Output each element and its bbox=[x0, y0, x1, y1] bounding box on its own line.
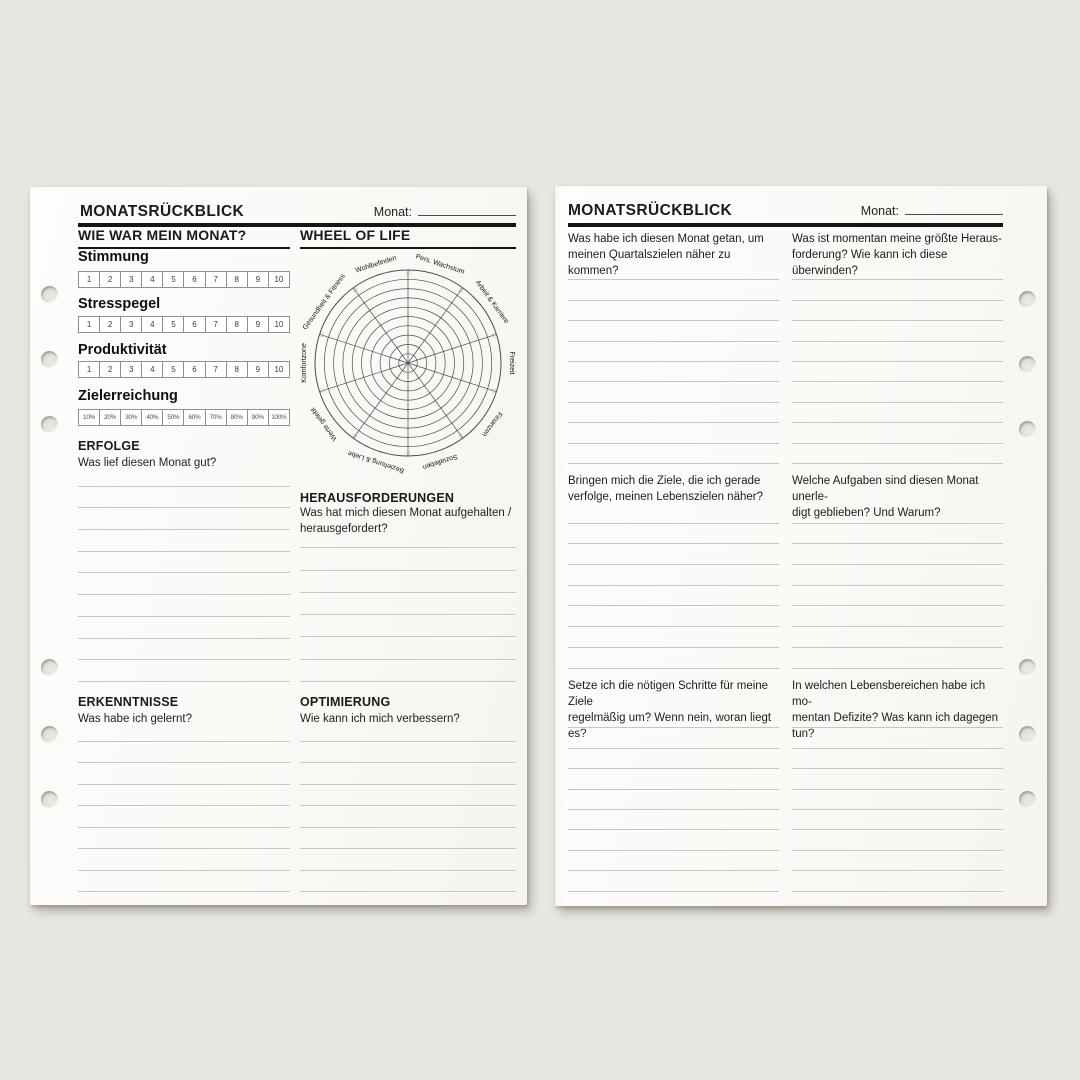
answer-line[interactable] bbox=[792, 830, 1003, 850]
answer-line[interactable] bbox=[78, 763, 290, 785]
wheel-ring-number: 5 bbox=[406, 409, 410, 415]
answer-line[interactable] bbox=[792, 260, 1003, 280]
question-line: Was habe ich diesen Monat getan, um bbox=[568, 233, 764, 245]
answer-line[interactable] bbox=[78, 806, 290, 828]
question-3-answer-lines bbox=[568, 503, 779, 669]
scale-cell[interactable]: 6 bbox=[183, 317, 204, 332]
answer-line[interactable] bbox=[792, 810, 1003, 830]
answer-line[interactable] bbox=[300, 806, 516, 828]
question-line: In welchen Lebensbereichen habe ich mo- bbox=[792, 680, 986, 708]
scale-cell[interactable]: 10 bbox=[268, 272, 289, 287]
left-page-header bbox=[80, 203, 516, 220]
scale-cell[interactable]: 2 bbox=[99, 362, 120, 377]
question-5-answer-lines bbox=[568, 708, 779, 892]
wheel-ring-number: 10 bbox=[405, 270, 411, 276]
wheel-category-label: Arbeit & Karriere bbox=[473, 279, 510, 326]
answer-line[interactable] bbox=[78, 552, 290, 574]
wheel-category-label: Pers. Wachstum bbox=[414, 253, 466, 276]
answer-line[interactable] bbox=[568, 830, 779, 850]
month-field bbox=[861, 202, 1003, 218]
answer-line[interactable] bbox=[792, 606, 1003, 627]
scale-cell[interactable]: 6 bbox=[183, 272, 204, 287]
binder-hole bbox=[1019, 726, 1036, 743]
answer-line[interactable] bbox=[300, 571, 516, 593]
scale-cell[interactable]: 3 bbox=[120, 317, 141, 332]
scale-cell[interactable]: 4 bbox=[141, 317, 162, 332]
question-line: meinen Quartalszielen näher zu kommen? bbox=[568, 249, 731, 277]
answer-line[interactable] bbox=[792, 627, 1003, 648]
scale-cell[interactable]: 60% bbox=[183, 410, 204, 425]
answer-line[interactable] bbox=[792, 648, 1003, 669]
answer-line[interactable] bbox=[300, 615, 516, 637]
left-page bbox=[30, 187, 527, 905]
scale-cell[interactable]: 8 bbox=[226, 317, 247, 332]
scale-cell[interactable]: 40% bbox=[141, 410, 162, 425]
answer-line[interactable] bbox=[568, 810, 779, 830]
scale-cell[interactable]: 10% bbox=[83, 414, 96, 421]
question-line: Was ist momentan meine größte Heraus- bbox=[792, 233, 1002, 245]
answer-line[interactable] bbox=[792, 382, 1003, 402]
answer-line[interactable] bbox=[300, 548, 516, 570]
column-heading-how-was-my-month: WIE WAR MEIN MONAT? bbox=[78, 228, 290, 249]
answer-line[interactable] bbox=[792, 503, 1003, 524]
question-line: digt geblieben? Und Warum? bbox=[792, 507, 941, 519]
question-3 bbox=[568, 473, 779, 505]
scale-cell[interactable]: 2 bbox=[99, 272, 120, 287]
answer-line[interactable] bbox=[792, 728, 1003, 748]
answer-line[interactable] bbox=[568, 627, 779, 648]
binder-hole bbox=[1019, 291, 1036, 308]
scale-cell[interactable]: 50% bbox=[162, 410, 183, 425]
section-subtitle-erkenntnisse: Was habe ich gelernt? bbox=[78, 713, 193, 725]
answer-line[interactable] bbox=[792, 749, 1003, 769]
answer-line[interactable] bbox=[568, 260, 779, 280]
answer-line[interactable] bbox=[568, 790, 779, 810]
answer-line[interactable] bbox=[78, 573, 290, 595]
answer-line[interactable] bbox=[792, 851, 1003, 871]
scale-cell[interactable]: 30% bbox=[120, 410, 141, 425]
answer-line[interactable] bbox=[78, 785, 290, 807]
scale-cell[interactable]: 5 bbox=[162, 272, 183, 287]
month-field bbox=[374, 203, 516, 219]
answer-line[interactable] bbox=[568, 708, 779, 728]
scale-cell[interactable]: 7 bbox=[205, 362, 226, 377]
erfolge-answer-lines bbox=[78, 465, 290, 682]
month-label: Monat: bbox=[860, 204, 899, 218]
answer-line[interactable] bbox=[792, 524, 1003, 545]
answer-line[interactable] bbox=[568, 382, 779, 402]
scale-cell[interactable]: 9 bbox=[247, 272, 268, 287]
scale-cell[interactable]: 100% bbox=[268, 410, 289, 425]
answer-line[interactable] bbox=[300, 720, 516, 742]
wheel-ring-number: 10 bbox=[490, 332, 497, 339]
answer-line[interactable] bbox=[300, 785, 516, 807]
scale-cell[interactable]: 7 bbox=[205, 317, 226, 332]
wheel-of-life-chart bbox=[300, 251, 516, 475]
answer-line[interactable] bbox=[568, 728, 779, 748]
scale-label-zielerreichung: Zielerreichung bbox=[78, 388, 178, 404]
answer-line[interactable] bbox=[78, 871, 290, 893]
question-line: Setze ich die nötigen Schritte für meine Ziele bbox=[568, 680, 769, 708]
scale-cell[interactable]: 10 bbox=[268, 317, 289, 332]
scale-label-stimmung: Stimmung bbox=[78, 249, 149, 265]
section-heading-herausforderungen: HERAUSFORDERUNGEN bbox=[300, 491, 455, 505]
wheel-category-label: Sozialleben bbox=[421, 452, 459, 471]
wheel-ring-number: 5 bbox=[376, 399, 382, 406]
answer-line[interactable] bbox=[792, 444, 1003, 464]
wheel-ring-number: 10 bbox=[351, 286, 359, 294]
answer-line[interactable] bbox=[568, 321, 779, 341]
question-6-answer-lines bbox=[792, 708, 1003, 892]
answer-line[interactable] bbox=[568, 403, 779, 423]
answer-line[interactable] bbox=[568, 524, 779, 545]
answer-line[interactable] bbox=[568, 648, 779, 669]
subtitle-line: herausgefordert? bbox=[300, 523, 388, 535]
scale-cell[interactable]: 9 bbox=[247, 317, 268, 332]
scale-stresspegel bbox=[78, 316, 290, 333]
wheel-ring-number: 5 bbox=[406, 311, 410, 317]
question-4-answer-lines bbox=[792, 503, 1003, 669]
answer-line[interactable] bbox=[300, 526, 516, 548]
answer-line[interactable] bbox=[568, 280, 779, 300]
answer-line[interactable] bbox=[568, 871, 779, 891]
wheel-ring-number: 10 bbox=[457, 286, 465, 294]
answer-line[interactable] bbox=[300, 660, 516, 682]
optimierung-answer-lines bbox=[300, 720, 516, 892]
scale-cell[interactable]: 8 bbox=[226, 272, 247, 287]
wheel-ring-number: 5 bbox=[358, 376, 365, 381]
answer-line[interactable] bbox=[78, 487, 290, 509]
binder-hole bbox=[1019, 421, 1036, 438]
binder-hole bbox=[1019, 791, 1036, 808]
answer-line[interactable] bbox=[78, 530, 290, 552]
scale-cell[interactable]: 5 bbox=[162, 317, 183, 332]
scale-cell[interactable]: 90% bbox=[247, 410, 268, 425]
answer-line[interactable] bbox=[78, 720, 290, 742]
answer-line[interactable] bbox=[792, 790, 1003, 810]
scale-label-stresspegel: Stresspegel bbox=[78, 296, 161, 312]
section-heading-erfolge: ERFOLGE bbox=[78, 439, 140, 453]
answer-line[interactable] bbox=[792, 586, 1003, 607]
answer-line[interactable] bbox=[792, 544, 1003, 565]
question-line: Welche Aufgaben sind diesen Monat unerle- bbox=[792, 475, 979, 503]
erkenntnisse-answer-lines bbox=[78, 720, 290, 892]
wheel-ring-number: 10 bbox=[319, 387, 326, 394]
month-input-line[interactable] bbox=[418, 203, 516, 216]
scale-cell[interactable]: 1 bbox=[86, 320, 92, 329]
answer-line[interactable] bbox=[568, 342, 779, 362]
answer-line[interactable] bbox=[300, 593, 516, 615]
answer-line[interactable] bbox=[568, 423, 779, 443]
wheel-ring-number: 5 bbox=[376, 320, 382, 327]
binder-hole bbox=[41, 791, 58, 808]
answer-line[interactable] bbox=[568, 362, 779, 382]
answer-line[interactable] bbox=[792, 565, 1003, 586]
question-line: regelmäßig um? Wenn nein, woran liegt es? bbox=[568, 712, 772, 740]
scale-cell[interactable]: 6 bbox=[183, 362, 204, 377]
question-2-answer-lines bbox=[792, 260, 1003, 464]
scale-produktivitaet bbox=[78, 361, 290, 378]
right-page-header bbox=[568, 202, 1003, 219]
wheel-ring-number: 10 bbox=[490, 387, 497, 394]
answer-line[interactable] bbox=[78, 742, 290, 764]
answer-line[interactable] bbox=[568, 565, 779, 586]
scale-cell[interactable]: 1 bbox=[86, 275, 92, 284]
wheel-ring-number: 10 bbox=[319, 332, 326, 339]
page-title: MONATSRÜCKBLICK bbox=[80, 203, 245, 220]
wheel-ring-number: 5 bbox=[434, 320, 440, 327]
header-rule bbox=[568, 223, 1003, 227]
wheel-category-label: Wohlbefinden bbox=[354, 254, 398, 275]
header-rule bbox=[78, 223, 516, 227]
wheel-ring-number: 5 bbox=[451, 345, 458, 350]
wheel-ring-number: 5 bbox=[451, 376, 458, 381]
wheel-category-label: Finanzen bbox=[480, 410, 504, 438]
answer-line[interactable] bbox=[568, 544, 779, 565]
scale-cell[interactable]: 5 bbox=[162, 362, 183, 377]
answer-line[interactable] bbox=[568, 749, 779, 769]
scale-cell[interactable]: 1 bbox=[86, 365, 92, 374]
binder-hole bbox=[1019, 356, 1036, 373]
scale-stimmung bbox=[78, 271, 290, 288]
question-line: mentan Defizite? Was kann ich dagegen tun? bbox=[792, 712, 999, 740]
answer-line[interactable] bbox=[568, 503, 779, 524]
answer-line[interactable] bbox=[568, 301, 779, 321]
right-page bbox=[555, 186, 1047, 906]
scale-cell[interactable]: 80% bbox=[226, 410, 247, 425]
section-heading-erkenntnisse: ERKENNTNISSE bbox=[78, 695, 179, 709]
answer-line[interactable] bbox=[300, 828, 516, 850]
answer-line[interactable] bbox=[792, 321, 1003, 341]
scale-cell[interactable]: 3 bbox=[120, 362, 141, 377]
answer-line[interactable] bbox=[792, 769, 1003, 789]
binder-hole bbox=[41, 286, 58, 303]
scale-label-produktivitaet: Produktivität bbox=[78, 342, 167, 358]
section-heading-optimierung: OPTIMIERUNG bbox=[300, 695, 391, 709]
month-label: Monat: bbox=[373, 205, 412, 219]
binder-hole bbox=[41, 659, 58, 676]
section-subtitle-optimierung: Wie kann ich mich verbessern? bbox=[300, 713, 460, 725]
question-line: verfolge, meinen Lebenszielen näher? bbox=[568, 491, 763, 503]
question-line: Bringen mich die Ziele, die ich gerade bbox=[568, 475, 761, 487]
answer-line[interactable] bbox=[78, 508, 290, 530]
answer-line[interactable] bbox=[792, 871, 1003, 891]
answer-line[interactable] bbox=[78, 617, 290, 639]
answer-line[interactable] bbox=[792, 708, 1003, 728]
question-line: forderung? Wie kann ich diese überwinden? bbox=[792, 249, 948, 277]
answer-line[interactable] bbox=[78, 639, 290, 661]
answer-line[interactable] bbox=[568, 444, 779, 464]
answer-line[interactable] bbox=[792, 342, 1003, 362]
month-input-line[interactable] bbox=[905, 202, 1003, 215]
answer-line[interactable] bbox=[792, 403, 1003, 423]
answer-line[interactable] bbox=[300, 849, 516, 871]
answer-line[interactable] bbox=[78, 595, 290, 617]
answer-line[interactable] bbox=[300, 637, 516, 659]
column-heading-wheel-of-life: WHEEL OF LIFE bbox=[300, 228, 516, 249]
question-1-answer-lines bbox=[568, 260, 779, 464]
wheel-ring-number: 10 bbox=[405, 450, 411, 456]
answer-line[interactable] bbox=[792, 362, 1003, 382]
scale-cell[interactable]: 70% bbox=[205, 410, 226, 425]
answer-line[interactable] bbox=[300, 742, 516, 764]
herausforderungen-answer-lines bbox=[300, 526, 516, 682]
scale-cell[interactable]: 9 bbox=[247, 362, 268, 377]
answer-line[interactable] bbox=[568, 769, 779, 789]
binder-hole bbox=[41, 351, 58, 368]
binder-hole bbox=[41, 416, 58, 433]
wheel-category-label: Werte gelebt bbox=[309, 405, 339, 442]
scale-cell[interactable]: 8 bbox=[226, 362, 247, 377]
wheel-ring-number: 5 bbox=[358, 345, 365, 350]
subtitle-line: Was hat mich diesen Monat aufgehalten / bbox=[300, 507, 512, 519]
scale-zielerreichung bbox=[78, 409, 290, 426]
wheel-category-label: Beziehung & Liebe bbox=[347, 449, 406, 474]
answer-line[interactable] bbox=[568, 851, 779, 871]
scale-cell[interactable]: 3 bbox=[120, 272, 141, 287]
wheel-ring-number: 10 bbox=[351, 432, 359, 440]
wheel-category-label: Komfortzone bbox=[301, 343, 308, 383]
answer-line[interactable] bbox=[300, 871, 516, 893]
scale-cell[interactable]: 20% bbox=[99, 410, 120, 425]
answer-line[interactable] bbox=[300, 763, 516, 785]
answer-line[interactable] bbox=[78, 465, 290, 487]
wheel-ring-number: 5 bbox=[434, 399, 440, 406]
answer-line[interactable] bbox=[792, 423, 1003, 443]
binder-hole bbox=[41, 726, 58, 743]
scale-cell[interactable]: 4 bbox=[141, 362, 162, 377]
binder-hole bbox=[1019, 659, 1036, 676]
scale-cell[interactable]: 10 bbox=[268, 362, 289, 377]
answer-line[interactable] bbox=[568, 586, 779, 607]
answer-line[interactable] bbox=[792, 280, 1003, 300]
wheel-ring-number: 10 bbox=[457, 432, 465, 440]
answer-line[interactable] bbox=[568, 606, 779, 627]
page-title: MONATSRÜCKBLICK bbox=[568, 202, 733, 219]
wheel-category-label: Freizeit bbox=[508, 351, 515, 375]
scale-cell[interactable]: 7 bbox=[205, 272, 226, 287]
answer-line[interactable] bbox=[792, 301, 1003, 321]
section-subtitle-erfolge: Was lief diesen Monat gut? bbox=[78, 457, 217, 469]
scale-cell[interactable]: 2 bbox=[99, 317, 120, 332]
wheel-category-label: Gesundheit & Fitness bbox=[301, 272, 347, 332]
answer-line[interactable] bbox=[78, 828, 290, 850]
answer-line[interactable] bbox=[78, 849, 290, 871]
answer-line[interactable] bbox=[78, 660, 290, 682]
scale-cell[interactable]: 4 bbox=[141, 272, 162, 287]
